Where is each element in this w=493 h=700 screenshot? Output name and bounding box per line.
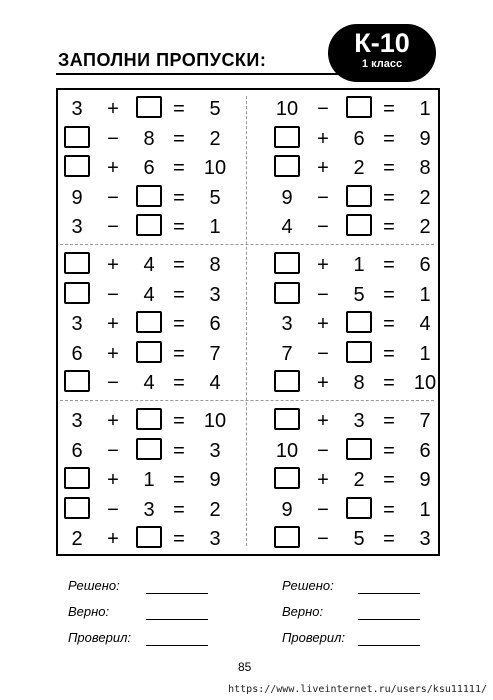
footer-label: Верно:: [282, 604, 324, 619]
footer-label: Решено:: [68, 578, 120, 593]
operator: +: [317, 157, 329, 179]
equation-row: [64, 126, 234, 152]
number: 7: [419, 410, 431, 432]
number: 3: [143, 498, 155, 521]
answer-box[interactable]: [346, 438, 372, 460]
equals-sign: =: [173, 216, 185, 238]
number: 9: [419, 127, 431, 150]
answer-box[interactable]: [274, 467, 300, 489]
operator: −: [317, 498, 329, 521]
operator: +: [317, 127, 329, 150]
operator: −: [317, 342, 329, 365]
number: 9: [419, 469, 431, 491]
equation-row: [64, 311, 234, 337]
equals-sign: =: [383, 216, 395, 238]
equals-sign: =: [173, 313, 185, 335]
operator: −: [317, 186, 329, 209]
answer-box[interactable]: [64, 155, 90, 177]
equation-row: [274, 341, 444, 367]
number: 4: [143, 283, 155, 306]
footer-label: Проверил:: [68, 630, 132, 645]
number: 2: [71, 528, 83, 550]
lesson-badge: [328, 24, 436, 82]
operator: +: [107, 98, 119, 120]
number: 4: [143, 372, 155, 394]
number: 2: [353, 157, 365, 179]
equals-sign: =: [173, 342, 185, 365]
answer-box[interactable]: [274, 155, 300, 177]
equation-row: [274, 185, 444, 211]
equation-row: [274, 214, 444, 240]
signature-line[interactable]: [146, 619, 208, 620]
answer-box[interactable]: [274, 370, 300, 392]
number: 1: [419, 342, 431, 365]
signature-line[interactable]: [358, 593, 420, 594]
number: 5: [209, 186, 221, 209]
equation-row: [274, 467, 444, 493]
number: 8: [353, 372, 365, 394]
number: 2: [419, 216, 431, 238]
operator: +: [317, 410, 329, 432]
answer-box[interactable]: [274, 526, 300, 548]
operator: −: [317, 439, 329, 462]
number: 5: [353, 528, 365, 550]
number: 4: [209, 372, 221, 394]
equation-row: [64, 282, 234, 308]
equation-row: [274, 408, 444, 434]
equals-sign: =: [383, 283, 395, 306]
answer-box[interactable]: [136, 311, 162, 333]
operator: +: [107, 342, 119, 365]
number: 4: [281, 216, 293, 238]
number: 3: [281, 313, 293, 335]
equation-row: [274, 526, 444, 552]
number: 10: [203, 410, 227, 432]
equals-sign: =: [383, 313, 395, 335]
number: 3: [209, 439, 221, 462]
answer-box[interactable]: [274, 408, 300, 430]
number: 1: [353, 254, 365, 276]
badge-code: К-10: [354, 28, 410, 58]
operator: +: [107, 157, 119, 179]
watermark-url: https://www.liveinternet.ru/users/ksu11111/: [228, 684, 487, 695]
number: 3: [209, 283, 221, 306]
operator: −: [317, 283, 329, 306]
number: 3: [71, 313, 83, 335]
equation-row: [274, 497, 444, 523]
number: 6: [71, 342, 83, 365]
equation-row: [64, 214, 234, 240]
number: 8: [143, 127, 155, 150]
answer-box[interactable]: [136, 96, 162, 118]
equals-sign: =: [173, 439, 185, 462]
equation-row: [274, 252, 444, 278]
equation-row: [64, 370, 234, 396]
equals-sign: =: [383, 439, 395, 462]
equals-sign: =: [383, 342, 395, 365]
operator: +: [317, 372, 329, 394]
number: 6: [353, 127, 365, 150]
number: 10: [203, 157, 227, 179]
number: 6: [209, 313, 221, 335]
operator: −: [107, 127, 119, 150]
equation-row: [64, 341, 234, 367]
operator: +: [107, 469, 119, 491]
equals-sign: =: [173, 254, 185, 276]
badge-grade: 1 класс: [361, 58, 403, 70]
operator: −: [107, 186, 119, 209]
equation-row: [64, 185, 234, 211]
equation-row: [274, 126, 444, 152]
equals-sign: =: [173, 157, 185, 179]
equals-sign: =: [173, 469, 185, 491]
equals-sign: =: [173, 127, 185, 150]
equation-row: [64, 96, 234, 122]
equals-sign: =: [383, 98, 395, 120]
number: 2: [209, 127, 221, 150]
answer-box[interactable]: [274, 126, 300, 148]
number: 3: [353, 410, 365, 432]
number: 6: [419, 254, 431, 276]
answer-box[interactable]: [346, 497, 372, 519]
equation-row: [274, 96, 444, 122]
operator: −: [107, 216, 119, 238]
answer-box[interactable]: [136, 185, 162, 207]
number: 1: [419, 283, 431, 306]
operator: −: [107, 283, 119, 306]
number: 4: [419, 313, 431, 335]
number: 6: [419, 439, 431, 462]
operator: +: [107, 528, 119, 550]
answer-box[interactable]: [346, 341, 372, 363]
section-divider: [60, 244, 434, 245]
number: 3: [419, 528, 431, 550]
operator: +: [107, 313, 119, 335]
number: 9: [281, 498, 293, 521]
equals-sign: =: [383, 127, 395, 150]
equals-sign: =: [383, 528, 395, 550]
answer-box[interactable]: [64, 126, 90, 148]
equals-sign: =: [383, 157, 395, 179]
answer-box[interactable]: [64, 282, 90, 304]
operator: +: [317, 254, 329, 276]
column-divider: [246, 96, 247, 546]
answer-box[interactable]: [136, 438, 162, 460]
answer-box[interactable]: [346, 214, 372, 236]
operator: +: [317, 313, 329, 335]
equation-row: [64, 252, 234, 278]
number: 1: [143, 469, 155, 491]
operator: −: [317, 528, 329, 550]
number: 3: [71, 410, 83, 432]
operator: −: [317, 98, 329, 120]
number: 8: [419, 157, 431, 179]
number: 10: [413, 372, 437, 394]
number: 2: [209, 498, 221, 521]
equation-row: [274, 370, 444, 396]
number: 2: [353, 469, 365, 491]
equals-sign: =: [173, 498, 185, 521]
number: 7: [281, 342, 293, 365]
equation-row: [64, 526, 234, 552]
operator: +: [107, 254, 119, 276]
number: 9: [71, 186, 83, 209]
number: 10: [275, 439, 299, 462]
equals-sign: =: [383, 469, 395, 491]
equals-sign: =: [173, 372, 185, 394]
answer-box[interactable]: [136, 408, 162, 430]
equals-sign: =: [173, 410, 185, 432]
equals-sign: =: [383, 498, 395, 521]
operator: −: [317, 216, 329, 238]
number: 1: [419, 98, 431, 120]
page-title: ЗАПОЛНИ ПРОПУСКИ:: [58, 50, 267, 70]
number: 6: [143, 157, 155, 179]
operator: +: [317, 469, 329, 491]
equation-row: [64, 408, 234, 434]
operator: −: [107, 372, 119, 394]
equals-sign: =: [173, 98, 185, 120]
answer-box[interactable]: [274, 282, 300, 304]
title-underline: [56, 73, 356, 75]
answer-box[interactable]: [64, 252, 90, 274]
equation-row: [274, 282, 444, 308]
footer-label: Проверил:: [282, 630, 346, 645]
answer-box[interactable]: [136, 526, 162, 548]
number: 8: [209, 254, 221, 276]
answer-box[interactable]: [346, 311, 372, 333]
answer-box[interactable]: [274, 252, 300, 274]
equals-sign: =: [383, 372, 395, 394]
number: 3: [71, 216, 83, 238]
answer-box[interactable]: [346, 96, 372, 118]
answer-box[interactable]: [64, 497, 90, 519]
number: 9: [281, 186, 293, 209]
equation-row: [64, 438, 234, 464]
signature-line[interactable]: [146, 593, 208, 594]
number: 10: [275, 98, 299, 120]
equation-row: [274, 155, 444, 181]
operator: +: [107, 410, 119, 432]
answer-box[interactable]: [64, 467, 90, 489]
signature-line[interactable]: [146, 645, 208, 646]
page-number: 85: [238, 660, 252, 674]
equation-row: [64, 467, 234, 493]
number: 1: [209, 216, 221, 238]
number: 6: [71, 439, 83, 462]
equals-sign: =: [173, 528, 185, 550]
equation-row: [64, 497, 234, 523]
equation-row: [274, 438, 444, 464]
number: 9: [209, 469, 221, 491]
number: 7: [209, 342, 221, 365]
footer-label: Верно:: [68, 604, 110, 619]
equation-row: [64, 155, 234, 181]
equation-row: [274, 311, 444, 337]
answer-box[interactable]: [346, 185, 372, 207]
operator: −: [107, 498, 119, 521]
footer-label: Решено:: [282, 578, 334, 593]
number: 5: [209, 98, 221, 120]
equals-sign: =: [173, 283, 185, 306]
operator: −: [107, 439, 119, 462]
number: 1: [419, 498, 431, 521]
equals-sign: =: [383, 186, 395, 209]
number: 3: [209, 528, 221, 550]
equals-sign: =: [173, 186, 185, 209]
number: 5: [353, 283, 365, 306]
signature-line[interactable]: [358, 645, 420, 646]
equals-sign: =: [383, 254, 395, 276]
answer-box[interactable]: [136, 214, 162, 236]
answer-box[interactable]: [136, 341, 162, 363]
answer-box[interactable]: [64, 370, 90, 392]
number: 4: [143, 254, 155, 276]
signature-line[interactable]: [358, 619, 420, 620]
number: 2: [419, 186, 431, 209]
equals-sign: =: [383, 410, 395, 432]
section-divider: [60, 400, 434, 401]
number: 3: [71, 98, 83, 120]
